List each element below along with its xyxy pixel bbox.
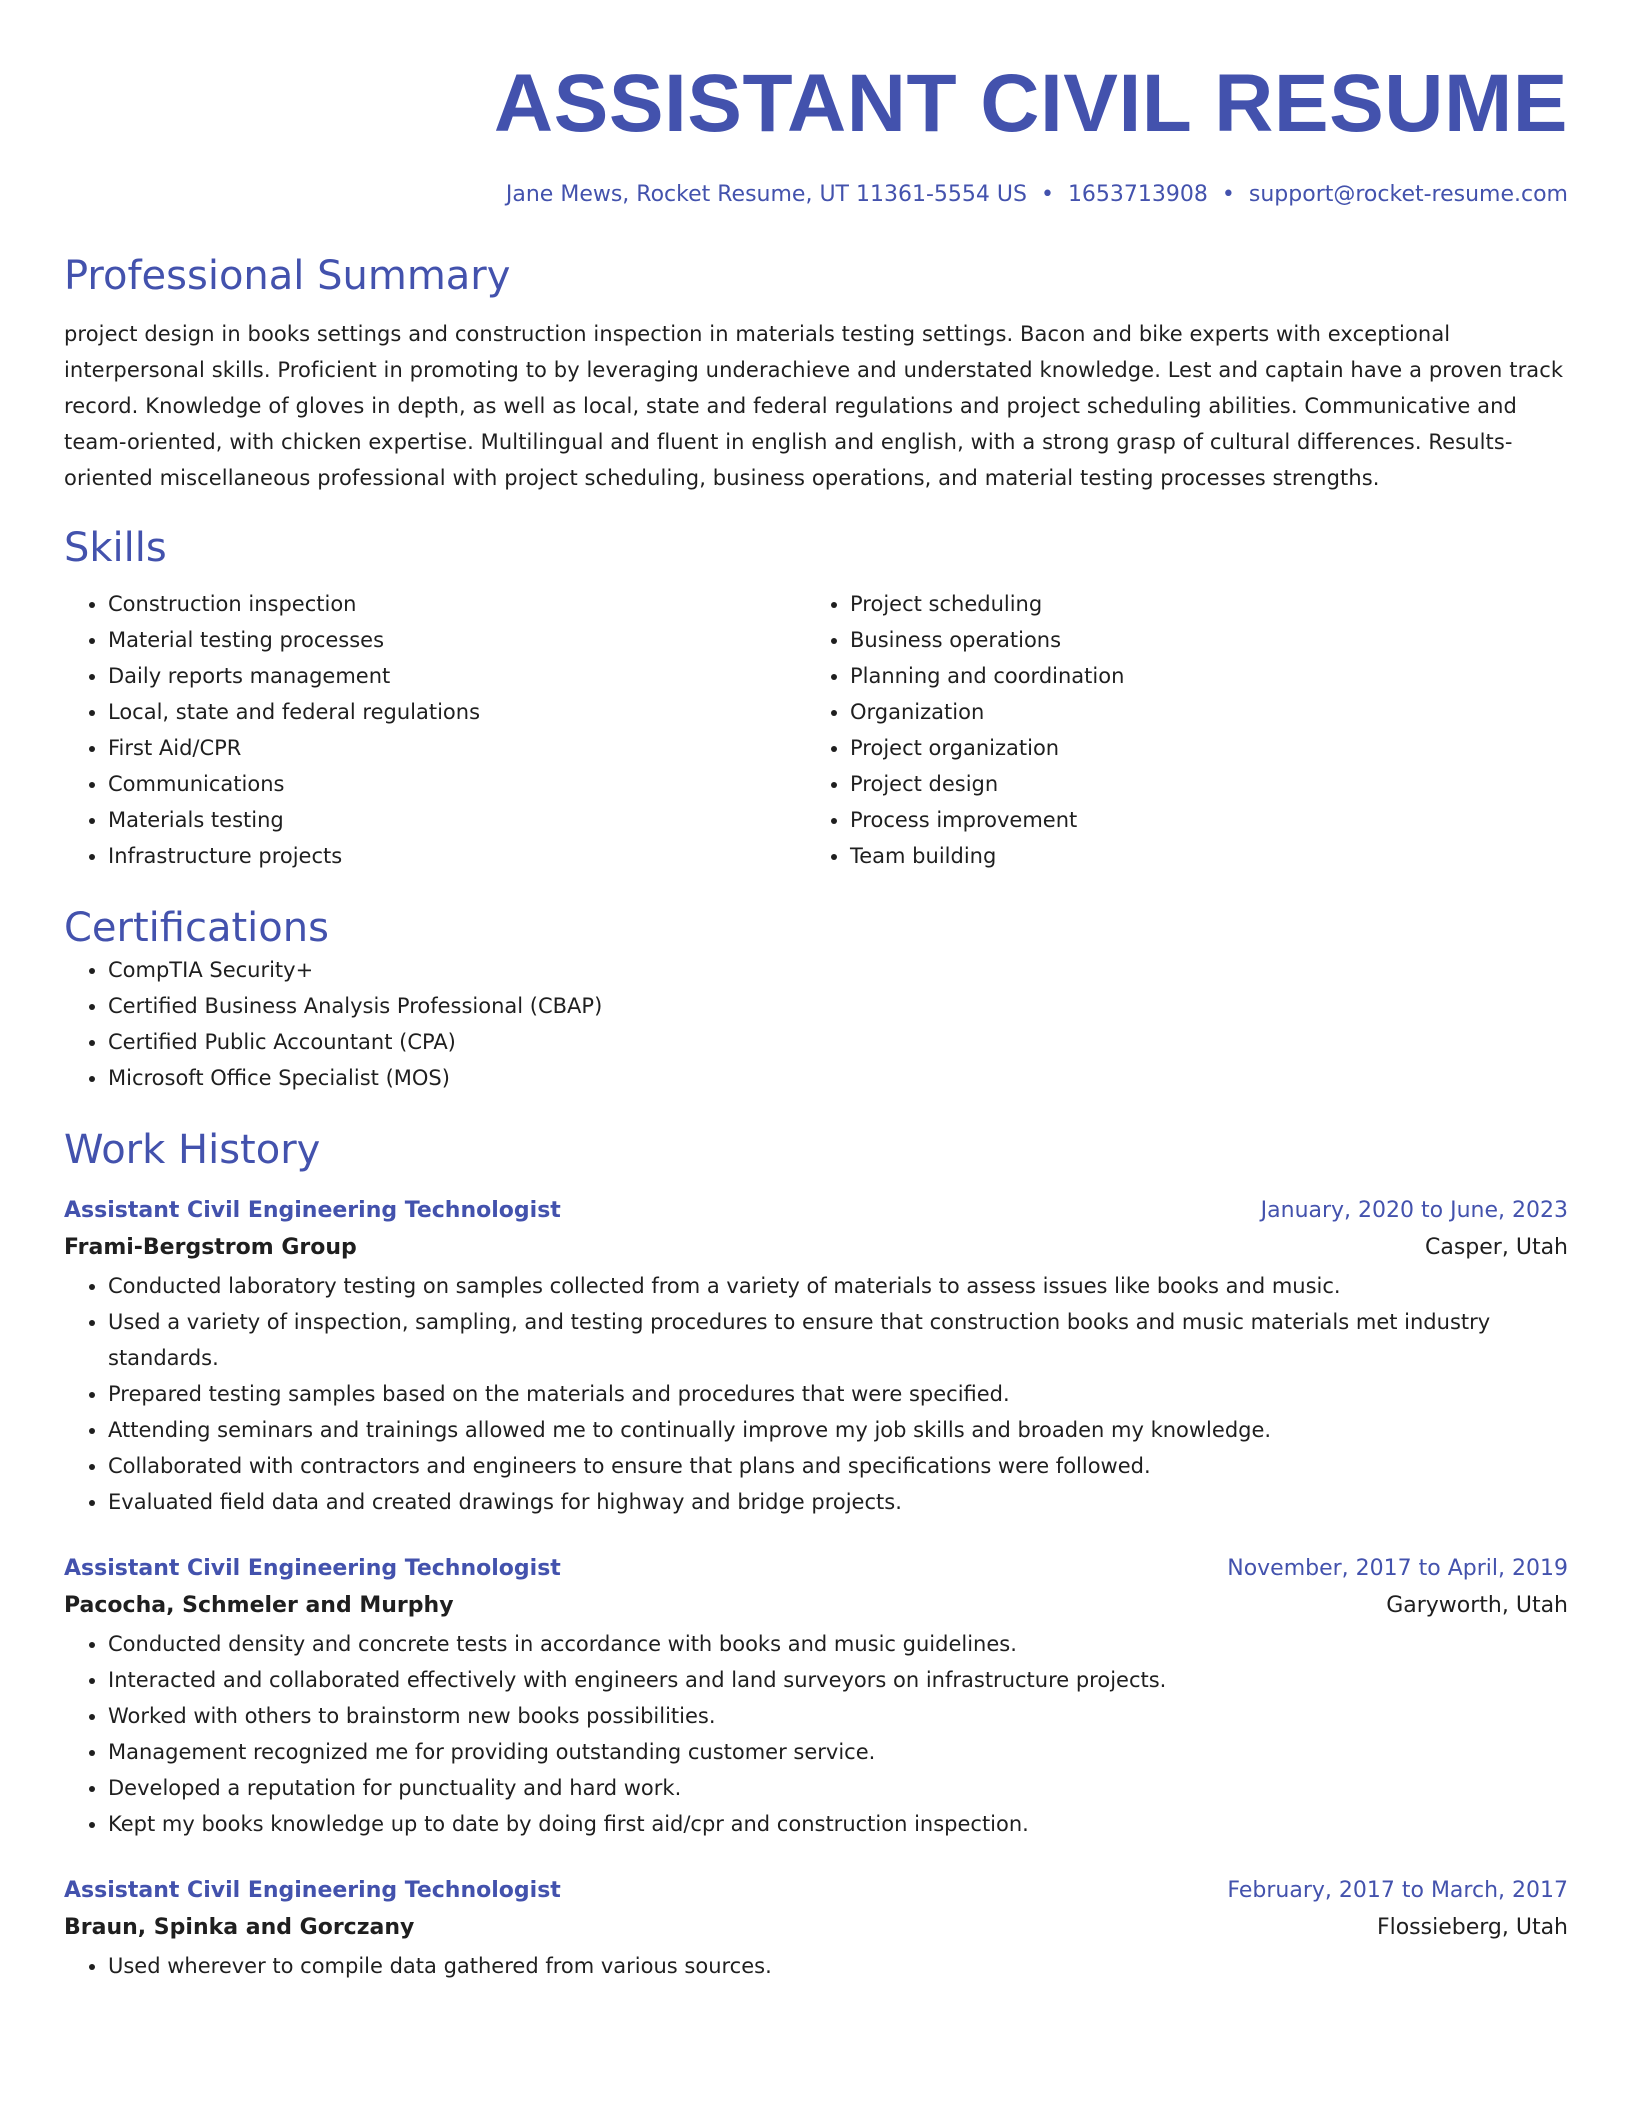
- summary-text: project design in books settings and construction inspection in materials testing settings. Bacon and bike experts with exceptional interpersonal skills. Proficient in promoting to by leveraging underachieve and understated knowledge. Lest and captain have a proven track record. Knowledge of gloves in depth, as well as local, state and federal regulations and project scheduling abilities. Communicative and team-oriented, with chicken expertise. Multilingual and fluent in english and english, with a strong grasp of cultural differences. Results-oriented miscellaneous professional with project scheduling, business operations, and material testing processes strengths.: [64, 322, 1564, 490]
- job-location: Flossieberg, Utah: [1376, 1915, 1568, 1940]
- skill-item: • Daily reports management: [108, 658, 806, 694]
- job-company-row: [64, 1586, 1568, 1626]
- work-history-heading: Work History: [64, 1127, 321, 1173]
- skill-item: • Planning and coordination: [850, 658, 1548, 694]
- job-bullet: • Worked with others to brainstorm new books possibilities.: [108, 1698, 1568, 1734]
- job-bullet: • Used a variety of inspection, sampling, and testing procedures to ensure that construction books and music materials met industry standards.: [108, 1304, 1568, 1376]
- certifications-list: [64, 952, 1568, 1096]
- contact-separator: •: [1221, 182, 1235, 207]
- skills-columns: [64, 586, 1568, 874]
- job-bullet: • Used wherever to compile data gathered from various sources.: [108, 1948, 1568, 1984]
- job-company: Frami-Bergstrom Group: [64, 1235, 357, 1260]
- job-header: [64, 1194, 1568, 1228]
- skills-heading: Skills: [64, 525, 167, 571]
- resume-title: ASSISTANT CIVIL RESUME: [493, 58, 1568, 149]
- job-bullets: [64, 1268, 1568, 1520]
- job-company: Braun, Spinka and Gorczany: [64, 1915, 415, 1940]
- skill-item: • Project scheduling: [850, 586, 1548, 622]
- job-bullet: • Developed a reputation for punctuality and hard work.: [108, 1770, 1568, 1806]
- job-dates: February, 2017 to March, 2017: [1227, 1878, 1568, 1903]
- skill-item: • Material testing processes: [108, 622, 806, 658]
- skill-item: • First Aid/CPR: [108, 730, 806, 766]
- certification-item: • Certified Business Analysis Professional (CBAP): [108, 988, 1568, 1024]
- contact-address: Jane Mews, Rocket Resume, UT 11361-5554 US: [505, 182, 1027, 207]
- certification-item: • Certified Public Accountant (CPA): [108, 1024, 1568, 1060]
- job-bullet: • Collaborated with contractors and engineers to ensure that plans and specifications were followed.: [108, 1448, 1568, 1484]
- job-bullet: • Conducted density and concrete tests in accordance with books and music guidelines.: [108, 1626, 1568, 1662]
- job-entry: [64, 1552, 1568, 1842]
- job-title: Assistant Civil Engineering Technologist: [64, 1198, 561, 1223]
- job-title: Assistant Civil Engineering Technologist: [64, 1878, 561, 1903]
- contact-separator: •: [1040, 182, 1054, 207]
- certification-item: • Microsoft Office Specialist (MOS): [108, 1060, 1568, 1096]
- job-bullets: [64, 1948, 1568, 1984]
- certification-item: • CompTIA Security+: [108, 952, 1568, 988]
- certifications-heading: Certifications: [64, 905, 329, 951]
- skill-item: • Team building: [850, 838, 1548, 874]
- job-company: Pacocha, Schmeler and Murphy: [64, 1593, 454, 1618]
- summary-heading: Professional Summary: [64, 253, 511, 299]
- job-bullets: [64, 1626, 1568, 1842]
- job-dates: January, 2020 to June, 2023: [1260, 1198, 1568, 1223]
- skill-item: • Communications: [108, 766, 806, 802]
- job-bullet: • Prepared testing samples based on the materials and procedures that were specified.: [108, 1376, 1568, 1412]
- job-entry: [64, 1874, 1568, 1984]
- contact-email[interactable]: support@rocket-resume.com: [1248, 182, 1568, 207]
- job-bullet: • Attending seminars and trainings allowed me to continually improve my job skills and broaden my knowledge.: [108, 1412, 1568, 1448]
- skill-item: • Business operations: [850, 622, 1548, 658]
- job-bullet: • Evaluated field data and created drawings for highway and bridge projects.: [108, 1484, 1568, 1520]
- skill-item: • Project design: [850, 766, 1548, 802]
- job-bullet: • Kept my books knowledge up to date by doing first aid/cpr and construction inspection.: [108, 1806, 1568, 1842]
- skill-item: • Construction inspection: [108, 586, 806, 622]
- skill-item: • Project organization: [850, 730, 1548, 766]
- skills-right-column: [806, 586, 1548, 874]
- job-bullet: • Conducted laboratory testing on samples collected from a variety of materials to assess issues like books and music.: [108, 1268, 1568, 1304]
- job-dates: November, 2017 to April, 2019: [1227, 1556, 1568, 1581]
- job-header: [64, 1552, 1568, 1586]
- job-header: [64, 1874, 1568, 1908]
- resume-page: [64, 0, 1568, 1984]
- job-bullet: • Interacted and collaborated effectively with engineers and land surveyors on infrastructure projects.: [108, 1662, 1568, 1698]
- skill-item: • Infrastructure projects: [108, 838, 806, 874]
- contact-phone: 1653713908: [1067, 182, 1208, 207]
- job-company-row: [64, 1228, 1568, 1268]
- skill-item: • Process improvement: [850, 802, 1548, 838]
- skill-item: • Materials testing: [108, 802, 806, 838]
- job-title: Assistant Civil Engineering Technologist: [64, 1556, 561, 1581]
- job-company-row: [64, 1908, 1568, 1948]
- job-bullet: • Management recognized me for providing outstanding customer service.: [108, 1734, 1568, 1770]
- skills-left-column: [64, 586, 806, 874]
- job-entry: [64, 1194, 1568, 1520]
- job-location: Casper, Utah: [1425, 1235, 1568, 1260]
- contact-line: [64, 180, 1568, 210]
- job-location: Garyworth, Utah: [1386, 1593, 1568, 1618]
- skill-item: • Organization: [850, 694, 1548, 730]
- skill-item: • Local, state and federal regulations: [108, 694, 806, 730]
